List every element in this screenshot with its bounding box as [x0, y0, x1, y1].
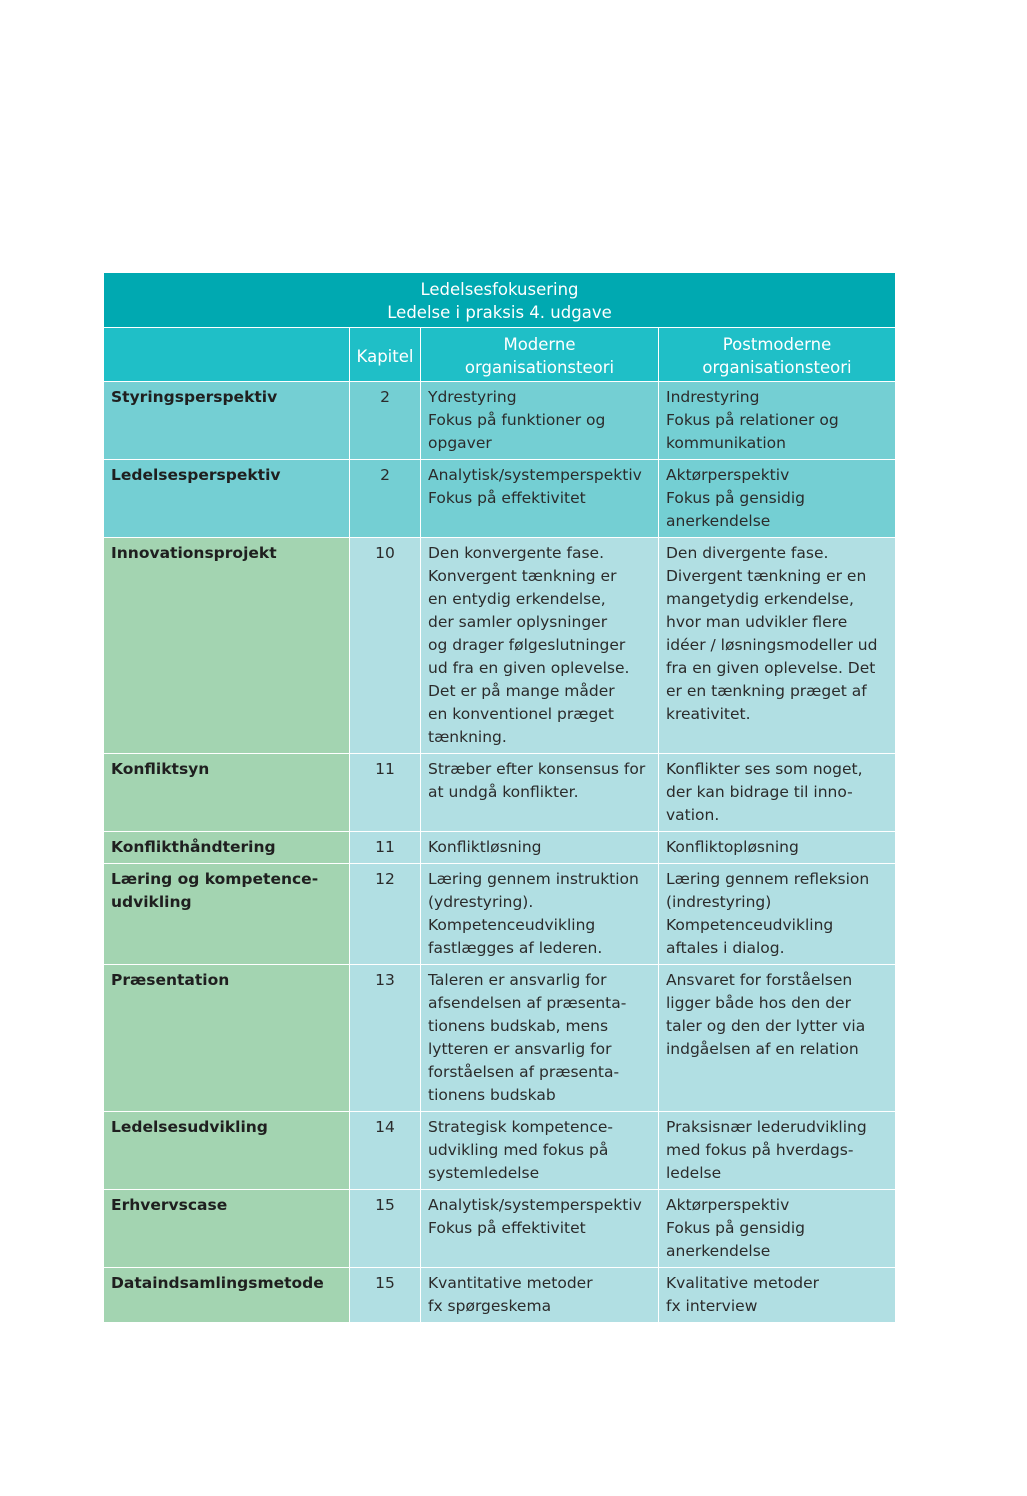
- row-moderne: Læring gennem instruktion (ydrestyring). Kompetenceudvikling fastlægges af lederen.: [421, 864, 659, 965]
- header-kapitel: Kapitel: [350, 328, 421, 382]
- row-moderne: Konfliktløsning: [421, 832, 659, 864]
- row-label: Konfliktsyn: [104, 754, 350, 832]
- table-row: [104, 864, 896, 965]
- table-row: [104, 382, 896, 460]
- row-kapitel: 15: [350, 1190, 421, 1268]
- row-postmoderne: Kvalitative metoder fx interview: [659, 1268, 896, 1323]
- row-postmoderne: Konflikter ses som noget, der kan bidrage til inno- vation.: [659, 754, 896, 832]
- table-header-row: [104, 328, 896, 382]
- row-label: Styringsperspektiv: [104, 382, 350, 460]
- row-postmoderne: Praksisnær lederudvikling med fokus på hverdags- ledelse: [659, 1112, 896, 1190]
- row-moderne: Analytisk/systemperspektiv Fokus på effektivitet: [421, 1190, 659, 1268]
- row-label: Præsentation: [104, 965, 350, 1112]
- row-kapitel: 15: [350, 1268, 421, 1323]
- row-postmoderne: Ansvaret for forståelsen ligger både hos den der taler og den der lytter via indgåelsen af en relation: [659, 965, 896, 1112]
- header-moderne: Moderne organisationsteori: [421, 328, 659, 382]
- row-label: Konflikthåndtering: [104, 832, 350, 864]
- table-title-main: Ledelsesfokusering: [420, 280, 579, 299]
- row-label: Ledelsesperspektiv: [104, 460, 350, 538]
- row-label: Innovationsprojekt: [104, 538, 350, 754]
- table-title-row: [104, 273, 896, 328]
- table-row: [104, 460, 896, 538]
- row-kapitel: 11: [350, 832, 421, 864]
- row-moderne: Taleren er ansvarlig for afsendelsen af præsenta- tionens budskab, mens lytteren er ansvarlig for forståelsen af præsenta- tionens budskab: [421, 965, 659, 1112]
- row-moderne: Stræber efter konsensus for at undgå konflikter.: [421, 754, 659, 832]
- table-row: [104, 832, 896, 864]
- row-kapitel: 14: [350, 1112, 421, 1190]
- row-moderne: Den konvergente fase. Konvergent tænkning er en entydig erkendelse, der samler oplysninger og drager følgeslutninger ud fra en given oplevelse. Det er på mange måder en konventionel præget tænkning.: [421, 538, 659, 754]
- row-moderne: Ydrestyring Fokus på funktioner og opgaver: [421, 382, 659, 460]
- table-title-sub: Ledelse i praksis 4. udgave: [387, 303, 612, 322]
- row-label: Ledelsesudvikling: [104, 1112, 350, 1190]
- table-row: [104, 754, 896, 832]
- row-kapitel: 11: [350, 754, 421, 832]
- row-kapitel: 10: [350, 538, 421, 754]
- row-postmoderne: Læring gennem refleksion (indrestyring) Kompetenceudvikling aftales i dialog.: [659, 864, 896, 965]
- row-postmoderne: Aktørperspektiv Fokus på gensidig anerkendelse: [659, 1190, 896, 1268]
- row-postmoderne: Konfliktopløsning: [659, 832, 896, 864]
- row-kapitel: 2: [350, 382, 421, 460]
- row-kapitel: 13: [350, 965, 421, 1112]
- row-kapitel: 2: [350, 460, 421, 538]
- table-row: [104, 1112, 896, 1190]
- table-row: [104, 538, 896, 754]
- table-row: [104, 1190, 896, 1268]
- row-label: Læring og kompetence- udvikling: [104, 864, 350, 965]
- row-moderne: Strategisk kompetence- udvikling med fokus på systemledelse: [421, 1112, 659, 1190]
- header-postmoderne: Postmoderne organisationsteori: [659, 328, 896, 382]
- table-row: [104, 965, 896, 1112]
- row-moderne: Kvantitative metoder fx spørgeskema: [421, 1268, 659, 1323]
- row-kapitel: 12: [350, 864, 421, 965]
- table-row: [104, 1268, 896, 1323]
- header-empty: [104, 328, 350, 382]
- table-title: [104, 273, 896, 328]
- row-postmoderne: Aktørperspektiv Fokus på gensidig anerkendelse: [659, 460, 896, 538]
- row-postmoderne: Indrestyring Fokus på relationer og kommunikation: [659, 382, 896, 460]
- ledelsesfokusering-table: [103, 272, 896, 1323]
- row-moderne: Analytisk/systemperspektiv Fokus på effektivitet: [421, 460, 659, 538]
- row-label: Erhvervscase: [104, 1190, 350, 1268]
- row-label: Dataindsamlingsmetode: [104, 1268, 350, 1323]
- row-postmoderne: Den divergente fase. Divergent tænkning er en mangetydig erkendelse, hvor man udvikler flere idéer / løsningsmodeller ud fra en given oplevelse. Det er en tænkning præget af kreativitet.: [659, 538, 896, 754]
